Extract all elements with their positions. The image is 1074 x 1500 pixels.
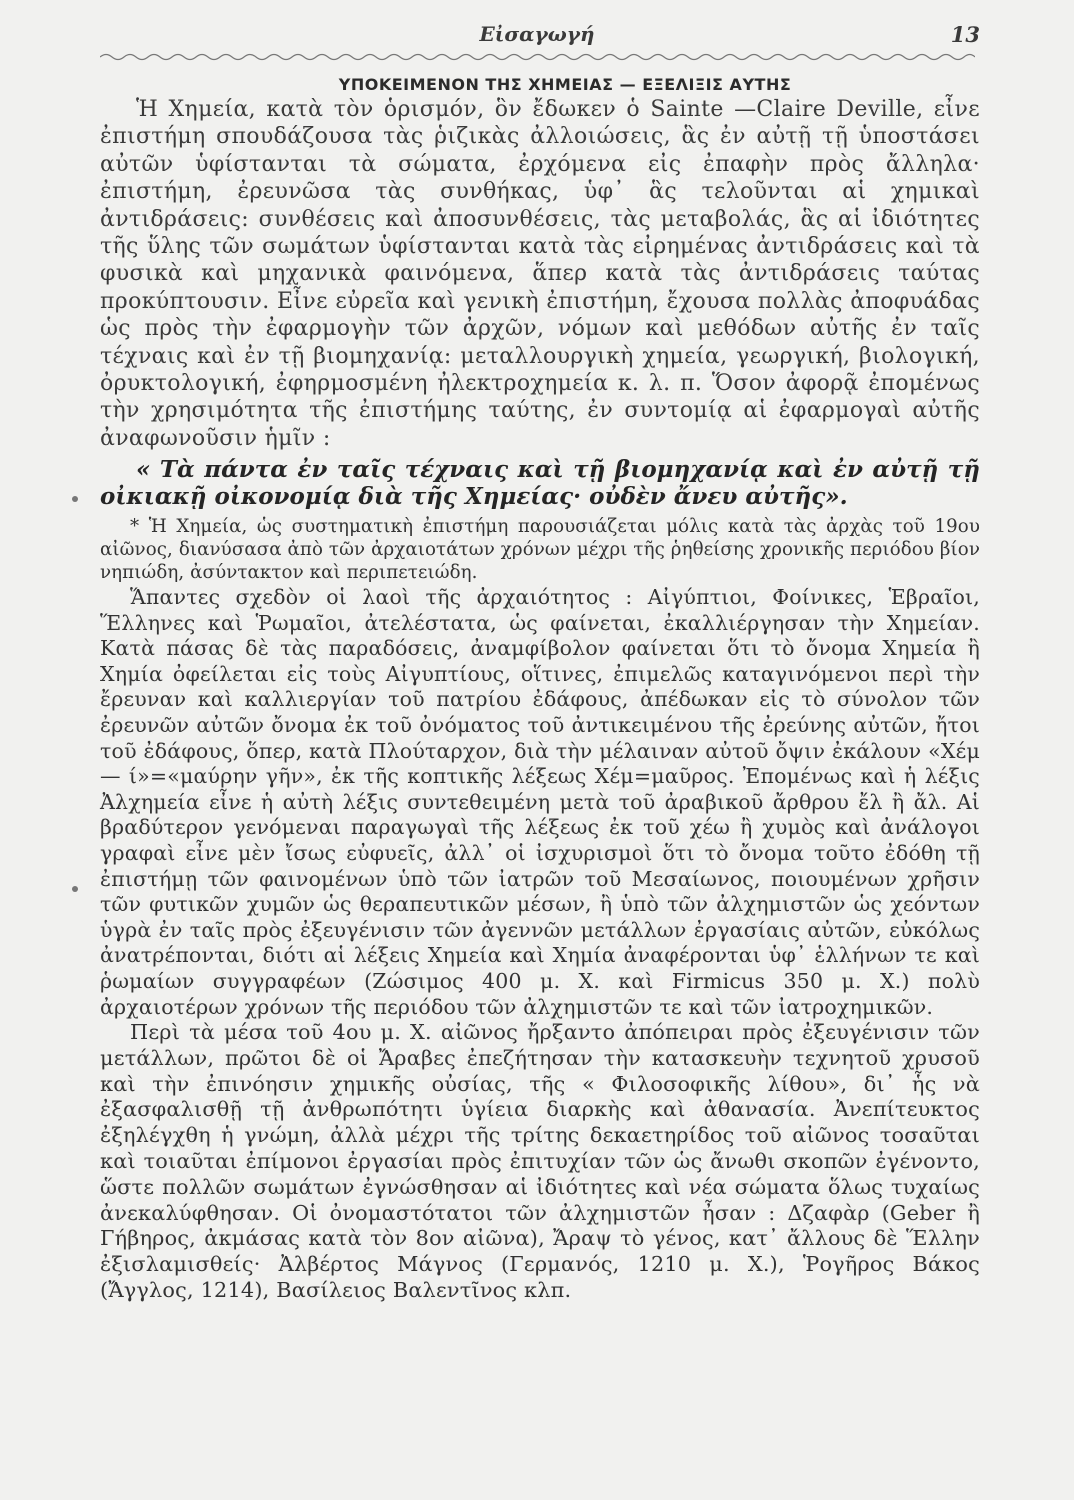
note-paragraph-3: Περὶ τὰ μέσα τοῦ 4ου μ. Χ. αἰῶνος ἤρξαντο ἀπόπειραι πρὸς ἐξευγένισιν τῶν μετάλλων, πρῶτοι δὲ οἱ Ἄραβες ἐπεζήτησαν τὴν κατασκευὴν τεχνητοῦ χρυσοῦ καὶ τὴν ἐπινόησιν χημικῆς οὐσίας, τῆς « Φιλοσοφικῆς λίθου», δι᾽ ἧς νὰ ἐξασφαλισθῇ τῇ ἀνθρωπότητι ὑγίεια διαρκὴς καὶ ἀθανασία. Ἀνεπίτευκτος ἐξηλέγχθη ἡ γνώμη, ἀλλὰ μέχρι τῆς τρίτης δεκαετηρίδος τοῦ αἰῶνος τοσαῦται καὶ τοιαῦται ἐπίμονοι ἐργασίαι πρὸς ἐπιτυχίαν τῶν ὡς ἄνωθι σκοπῶν ἐγένοντο, ὥστε πολλῶν σωμάτων ἐγνώσθησαν αἱ ἰδιότητες καὶ νέα σώματα ὅλως τυχαίως ἀνεκαλύφθησαν. Οἱ ὀνομαστότατοι τῶν ἀλχημιστῶν ἦσαν : Δζαφὰρ (Geber ἢ Γήβηρος, ἀκμάσας κατὰ τὸν 8ον αἰῶνα), Ἄραψ τὸ γένος, κατ᾽ ἄλλους δὲ Ἕλλην ἐξισλαμισθείς· Ἀλβέρτος Μάγνος (Γερμανός, 1210 μ. Χ.), Ῥογῆρος Βάκος (Ἄγγλος, 1214), Βασίλειος Βαλεντῖνος κλπ. <box>100 1020 980 1303</box>
margin-dot <box>72 496 78 502</box>
quote-paragraph: « Τὰ πάντα ἐν ταῖς τέχναις καὶ τῇ βιομηχανίᾳ καὶ ἐν αὐτῇ τῇ οἰκιακῇ οἰκονομίᾳ διὰ τῆς Χημείας· οὐδὲν ἄνευ αὐτῆς». <box>100 456 980 511</box>
body-text <box>100 74 980 1304</box>
note-paragraph-1: * Ἡ Χημεία, ὡς συστηματικὴ ἐπιστήμη παρουσιάζεται μόλις κατὰ τὰς ἀρχὰς τοῦ 19ου αἰῶνος, διανύσασα ἀπὸ τῶν ἀρχαιοτάτων χρόνων μέχρι τῆς ῥηθείσης χρονικῆς περιόδου βίον νηπιώδη, ἀσύντακτον καὶ περιπετειώδη. <box>100 516 980 584</box>
margin-dot <box>72 886 78 892</box>
page-number: 13 <box>950 22 980 47</box>
running-head <box>0 22 1074 48</box>
section-heading: ΥΠΟΚΕΙΜΕΝΟΝ ΤΗΣ ΧΗΜΕΙΑΣ — ΕΞΕΛΙΞΙΣ ΑΥΤΗΣ <box>338 75 792 94</box>
intro-paragraph: Ἡ Χημεία, κατὰ τὸν ὁρισμόν, ὃν ἔδωκεν ὁ Sainte —Claire Deville, εἶνε ἐπιστήμη σπουδάζουσα τὰς ῥιζικὰς ἀλλοιώσεις, ἃς ἐν αὐτῇ τῇ ὑποστάσει αὐτῶν ὑφίστανται τὰ σώματα, ἐρχόμενα εἰς ἐπαφὴν πρὸς ἄλληλα· ἐπιστήμη, ἐρευνῶσα τὰς συνθήκας, ὑφ᾽ ἃς τελοῦνται αἱ χημικαὶ ἀντιδράσεις: συνθέσεις καὶ ἀποσυνθέσεις, τὰς μεταβολάς, ἃς αἱ ἰδιότητες τῆς ὕλης τῶν σωμάτων ὑφίστανται κατὰ τὰς εἰρημένας ἀντιδράσεις καὶ τὰ φυσικὰ καὶ μηχανικὰ φαινόμενα, ἅπερ κατὰ τὰς ἀντιδράσεις ταύτας προκύπτουσιν. Εἶνε εὐρεῖα καὶ γενικὴ ἐπιστήμη, ἔχουσα πολλὰς ἀποφυάδας ὡς πρὸς τὴν ἐφαρμογὴν τῶν ἀρχῶν, νόμων καὶ μεθόδων αὐτῆς ἐν ταῖς τέχναις καὶ ἐν τῇ βιομηχανίᾳ: μεταλλουργικὴ χημεία, γεωργική, βιολογική, ὀρυκτολογική, ἐφηρμοσμένη ἠλεκτροχημεία κ. λ. π. Ὅσον ἀφορᾷ ἐπομένως τὴν χρησιμότητα τῆς ἐπιστήμης ταύτης, ἐν συντομίᾳ αἱ ἐφαρμογαὶ αὐτῆς ἀναφωνοῦσιν ἡμῖν : <box>100 97 980 451</box>
note-paragraph-2: Ἅπαντες σχεδὸν οἱ λαοὶ τῆς ἀρχαιότητος : Αἰγύπτιοι, Φοίνικες, Ἑβραῖοι, Ἕλληνες καὶ Ῥωμαῖοι, ἀτελέστατα, ὡς φαίνεται, ἐκαλλιέργησαν τὴν Χημείαν. Κατὰ πάσας δὲ τὰς παραδόσεις, ἀναμφίβολον φαίνεται ὅτι τὸ ὄνομα Χημεία ἢ Χημία ὀφείλεται εἰς τοὺς Αἰγυπτίους, οἵτινες, ἐπιμελῶς καταγινόμενοι περὶ τὴν ἔρευναν καὶ καλλιεργίαν τοῦ πατρίου ἐδάφους, ἀπέδωκαν εἰς τὸ σύνολον τῶν ἐρευνῶν αὐτῶν ὄνομα ἐκ τοῦ ὀνόματος τοῦ ἀντικειμένου τῆς ἐρεύνης αὐτῶν, ἤτοι τοῦ ἐδάφους, ὅπερ, κατὰ Πλούταρχον, διὰ τὴν μέλαιναν αὐτοῦ ὄψιν ἐκάλουν «Χέμ — ί»=«μαύρην γῆν», ἐκ τῆς κοπτικῆς λέξεως Χέμ=μαῦρος. Ἐπομένως καὶ ἡ λέξις Ἀλχημεία εἶνε ἡ αὐτὴ λέξις συντεθειμένη μετὰ τοῦ ἀραβικοῦ ἄρθρου ἔλ ἢ ἄλ. Αἱ βραδύτερον γενόμεναι παραγωγαὶ τῆς λέξεως ἐκ τοῦ χέω ἢ χυμὸς καὶ ἀνάλογοι γραφαὶ εἶνε μὲν ἴσως εὐφυεῖς, ἀλλ᾽ οἱ ἰσχυρισμοὶ ὅτι τὸ ὄνομα τοῦτο ἐδόθη τῇ ἐπιστήμῃ τῶν φαινομένων ὑπὸ τῶν ἰατρῶν τοῦ Μεσαίωνος, ποιουμένων χρῆσιν τῶν φυτικῶν χυμῶν ὡς θεραπευτικῶν μέσων, ἢ ὑπὸ τῶν ἀλχημιστῶν ὡς χεόντων ὑγρὰ ἐν ταῖς πρὸς ἐξευγένισιν τῶν ἀγεννῶν μετάλλων ἐργασίαις αὐτῶν, εὐκόλως ἀνατρέπονται, διότι αἱ λέξεις Χημεία καὶ Χημία ἀναφέρονται ὑφ᾽ ἑλλήνων τε καὶ ῥωμαίων συγγραφέων (Ζώσιμος 400 μ. Χ. καὶ Firmicus 350 μ. Χ.) πολὺ ἀρχαιοτέρων χρόνων τῆς περιόδου τῶν ἀλχημιστῶν τε καὶ τῶν ἰατροχημικῶν. <box>100 585 980 1019</box>
wavy-rule <box>100 48 975 66</box>
running-title: Εἰσαγωγή <box>479 22 595 46</box>
